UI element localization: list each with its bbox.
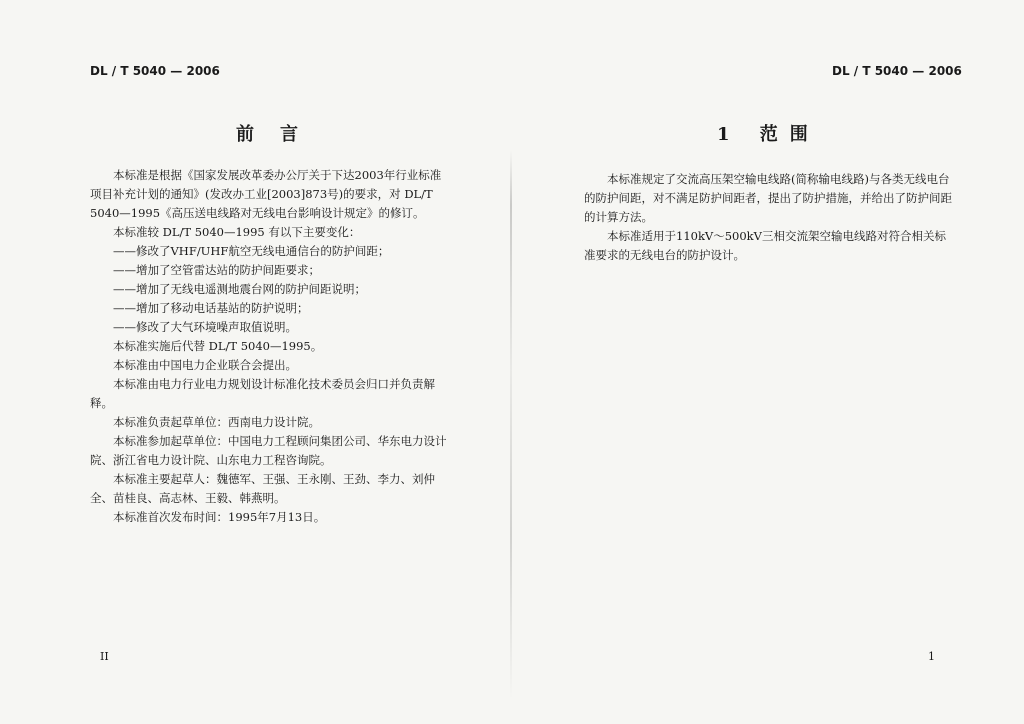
- body-text: [584, 170, 954, 265]
- change-item: ——增加了移动电话基站的防护说明；: [113, 301, 309, 315]
- right-page: [512, 0, 1024, 724]
- paragraph: 本标准是根据《国家发展改革委办公厅关于下达2003年行业标准项目补充计划的通知》(发改办工业[2003]873号)的要求，对 DL/T 5040—1995《高压送电线路对无线电台影响设计规定》的修订。: [90, 168, 442, 220]
- paragraph: 本标准由电力行业电力规划设计标准化技术委员会归口并负责解释。: [90, 377, 435, 410]
- change-item: ——修改了VHF/UHF航空无线电通信台的防护间距；: [113, 244, 390, 258]
- paragraph: 本标准规定了交流高压架空输电线路(简称输电线路)与各类无线电台的防护间距，对不满足防护间距者，提出了防护措施，并给出了防护间距的计算方法。: [584, 172, 952, 224]
- change-item: ——增加了无线电遥测地震台网的防护间距说明；: [113, 282, 366, 296]
- paragraph: 本标准主要起草人：魏德军、王强、王永刚、王劲、李力、刘仲全、苗桂良、高志林、王毅、韩燕明。: [90, 472, 435, 505]
- paragraph: 本标准首次发布时间：1995年7月13日。: [113, 510, 326, 524]
- paragraph: 本标准由中国电力企业联合会提出。: [113, 358, 297, 372]
- page-number: II: [100, 650, 109, 663]
- change-item: ——增加了空管雷达站的防护间距要求；: [113, 263, 320, 277]
- standard-code: DL / T 5040 — 2006: [90, 64, 220, 78]
- section-heading: 前言: [236, 124, 324, 145]
- section-heading: 1 范围: [717, 124, 820, 145]
- paragraph: 本标准较 DL/T 5040—1995 有以下主要变化：: [113, 225, 361, 239]
- page-number: 1: [928, 650, 935, 663]
- paragraph: 本标准实施后代替 DL/T 5040—1995。: [113, 339, 323, 353]
- body-text: [90, 166, 452, 527]
- standard-code: DL / T 5040 — 2006: [832, 64, 962, 78]
- change-item: ——修改了大气环境噪声取值说明。: [113, 320, 297, 334]
- paragraph: 本标准适用于110kV～500kV三相交流架空输电线路对符合相关标准要求的无线电台的防护设计。: [584, 229, 946, 262]
- paragraph: 本标准参加起草单位：中国电力工程顾问集团公司、华东电力设计院、浙江省电力设计院、山东电力工程咨询院。: [90, 434, 447, 467]
- paragraph: 本标准负责起草单位：西南电力设计院。: [113, 415, 320, 429]
